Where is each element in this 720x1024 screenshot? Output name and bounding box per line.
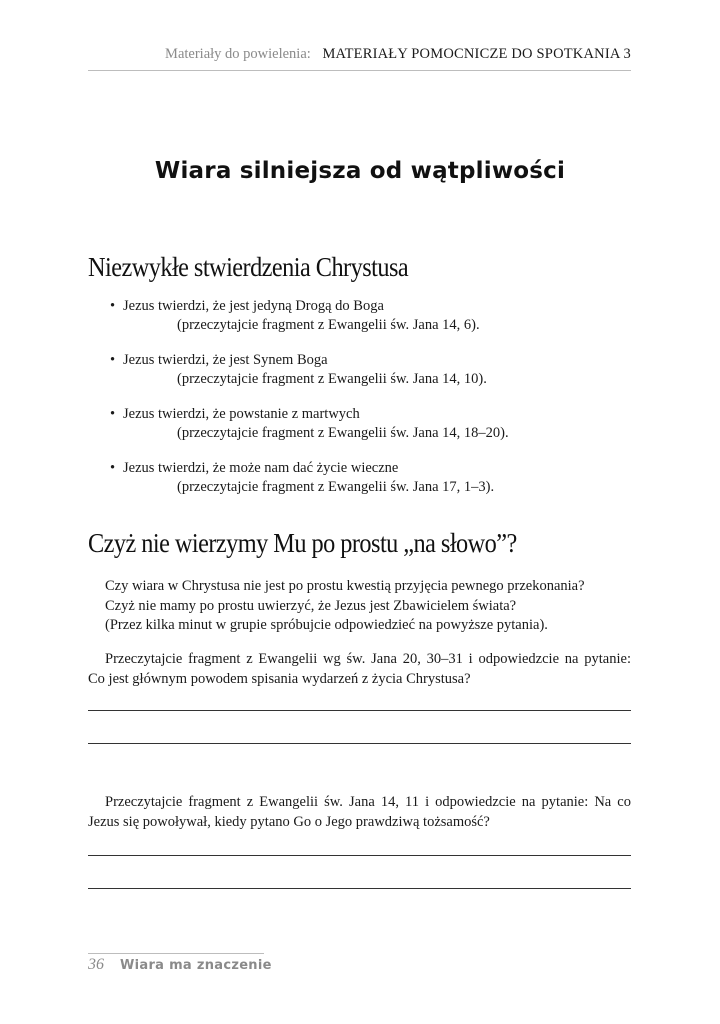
paragraph-line: (Przez kilka minut w grupie spróbujcie odpowiedzieć na powyższe pytania). bbox=[105, 617, 548, 633]
question-paragraph-1 bbox=[88, 650, 631, 689]
list-item bbox=[110, 459, 630, 497]
answer-line[interactable] bbox=[88, 888, 631, 889]
paragraph-line: Przeczytajcie fragment z Ewangelii św. Jana 14, 11 i odpowiedzcie na pytanie: Na co bbox=[105, 794, 631, 810]
book-title: Wiara ma znaczenie bbox=[120, 958, 272, 973]
header-rule bbox=[88, 70, 631, 71]
answer-line[interactable] bbox=[88, 855, 631, 856]
page-title: Wiara silniejsza od wątpliwości bbox=[154, 158, 566, 184]
header-title: MATERIAŁY POMOCNICZE DO SPOTKANIA 3 bbox=[322, 46, 631, 62]
paragraph-line: Jezus się powoływał, kiedy pytano Go o Jego prawdziwą tożsamość? bbox=[88, 813, 490, 830]
bullet-icon: • bbox=[110, 406, 116, 422]
statements-list bbox=[110, 297, 630, 513]
bullet-icon: • bbox=[110, 352, 116, 368]
running-header bbox=[88, 46, 631, 63]
discussion-paragraph bbox=[88, 577, 631, 636]
header-prefix: Materiały do powielenia: bbox=[165, 46, 311, 62]
page-number: 36 bbox=[88, 956, 104, 973]
question-paragraph-2 bbox=[88, 793, 631, 832]
paragraph-line: Przeczytajcie fragment z Ewangelii wg św. Jana 20, 30–31 i odpowiedzcie na pytanie: bbox=[105, 651, 631, 667]
paragraph-line: Czy wiara w Chrystusa nie jest po prostu kwestią przyjęcia pewnego przekonania? bbox=[105, 578, 585, 594]
list-item-text: Jezus twierdzi, że jest Synem Boga bbox=[123, 352, 328, 368]
list-item bbox=[110, 351, 630, 389]
section-heading-question: Czyż nie wierzymy Mu po prostu „na słowo”? bbox=[88, 528, 517, 558]
paragraph-line: Czyż nie mamy po prostu uwierzyć, że Jezus jest Zbawicielem świata? bbox=[105, 597, 517, 614]
bullet-icon: • bbox=[110, 298, 116, 314]
answer-line[interactable] bbox=[88, 710, 631, 711]
section-heading-statements: Niezwykłe stwierdzenia Chrystusa bbox=[88, 252, 409, 282]
page-footer bbox=[88, 956, 272, 974]
list-item-reference: (przeczytajcie fragment z Ewangelii św. Jana 17, 1–3). bbox=[177, 479, 495, 495]
bullet-icon: • bbox=[110, 460, 116, 476]
list-item-text: Jezus twierdzi, że może nam dać życie wieczne bbox=[123, 460, 399, 476]
list-item-reference: (przeczytajcie fragment z Ewangelii św. Jana 14, 18–20). bbox=[177, 425, 509, 441]
list-item bbox=[110, 405, 630, 443]
paragraph-line: Co jest głównym powodem spisania wydarzeń z życia Chrystusa? bbox=[88, 670, 471, 687]
footer-rule bbox=[88, 953, 264, 954]
list-item-reference: (przeczytajcie fragment z Ewangelii św. Jana 14, 6). bbox=[177, 317, 480, 333]
answer-line[interactable] bbox=[88, 743, 631, 744]
list-item-text: Jezus twierdzi, że powstanie z martwych bbox=[123, 406, 360, 422]
list-item-reference: (przeczytajcie fragment z Ewangelii św. Jana 14, 10). bbox=[177, 371, 487, 387]
list-item bbox=[110, 297, 630, 335]
list-item-text: Jezus twierdzi, że jest jedyną Drogą do Boga bbox=[123, 298, 384, 314]
